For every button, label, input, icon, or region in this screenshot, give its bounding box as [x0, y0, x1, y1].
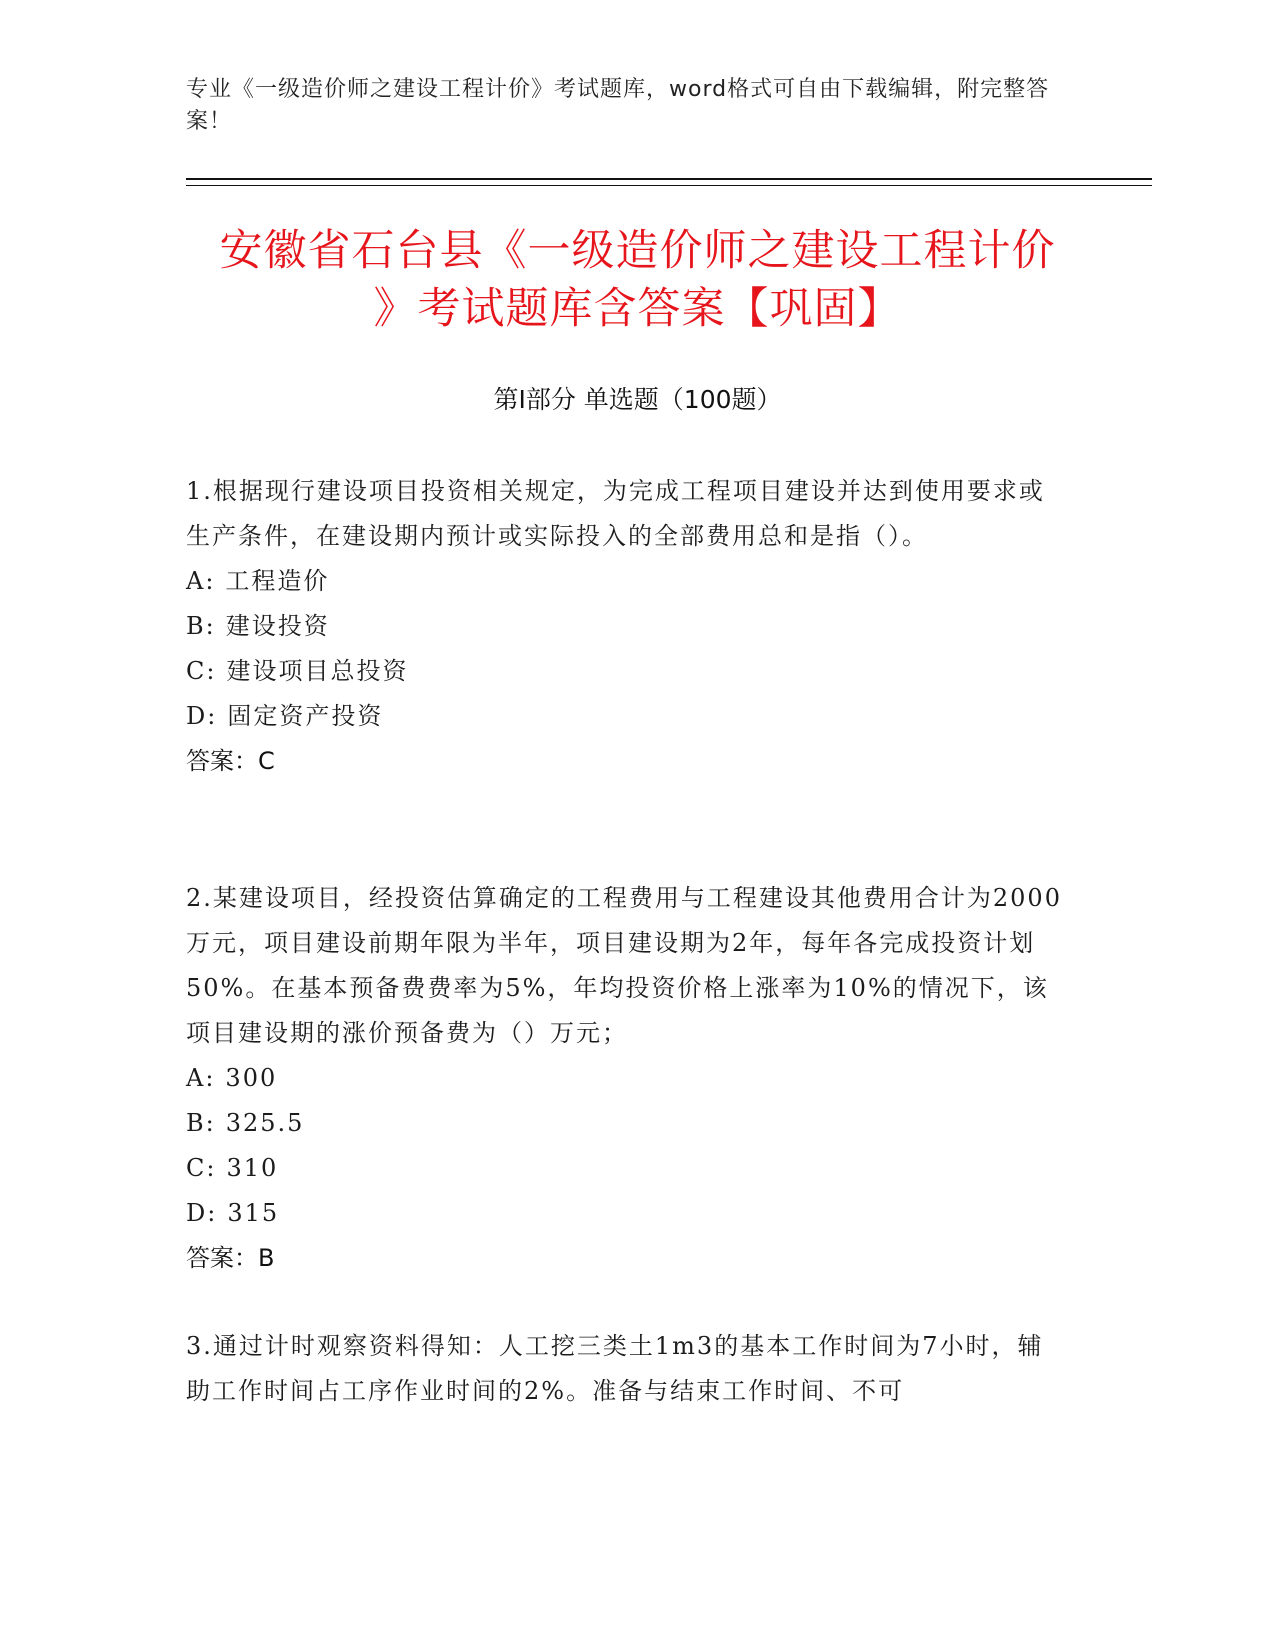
option-d	[186, 1191, 1066, 1236]
document-title-line-1: 安徽省石台县《一级造价师之建设工程计价	[219, 226, 1056, 276]
header-rule-thin	[186, 185, 1152, 186]
answer: 答案：C	[186, 747, 275, 775]
question-1	[186, 469, 1066, 784]
header-note: 专业《一级造价师之建设工程计价》考试题库，word格式可自由下载编辑，附完整答案！	[186, 77, 1050, 134]
option-d	[186, 694, 1066, 739]
option-text: 建设项目总投资	[226, 657, 409, 685]
option-letter: A:	[186, 1064, 216, 1092]
option-a	[186, 1056, 1066, 1101]
option-b	[186, 604, 1066, 649]
option-letter: B:	[186, 1109, 216, 1137]
option-letter: C:	[186, 657, 217, 685]
option-c	[186, 649, 1066, 694]
header-rule-thick	[186, 178, 1152, 180]
document-title-line-2: 》考试题库含答案【巩固】	[373, 284, 902, 334]
option-c	[186, 1146, 1066, 1191]
option-b	[186, 1101, 1066, 1146]
option-text: 315	[227, 1199, 280, 1227]
option-letter: B:	[186, 612, 216, 640]
document-title	[150, 222, 1125, 338]
option-letter: D:	[186, 702, 218, 730]
option-letter: C:	[186, 1154, 217, 1182]
question-stem: 1.根据现行建设项目投资相关规定，为完成工程项目建设并达到使用要求或生产条件，在建设期内预计或实际投入的全部费用总和是指（）。	[186, 477, 1045, 550]
option-text: 325.5	[225, 1109, 305, 1137]
answer: 答案：B	[186, 1244, 275, 1272]
option-letter: D:	[186, 1199, 218, 1227]
question-2	[186, 876, 1066, 1281]
option-text: 工程造价	[225, 567, 330, 595]
option-text: 固定资产投资	[227, 702, 384, 730]
question-stem: 3.通过计时观察资料得知：人工挖三类土1m3的基本工作时间为7小时，辅助工作时间占工序作业时间的2%。准备与结束工作时间、不可	[186, 1332, 1044, 1405]
option-text: 建设投资	[225, 612, 330, 640]
section-heading: 第Ⅰ部分 单选题（100题）	[493, 385, 782, 414]
question-3	[186, 1324, 1066, 1414]
option-a	[186, 559, 1066, 604]
question-stem: 2.某建设项目，经投资估算确定的工程费用与工程建设其他费用合计为2000万元，项目建设前期年限为半年，项目建设期为2年，每年各完成投资计划50%。在基本预备费费率为5%，年均投资价格上涨率为10%的情况下，该项目建设期的涨价预备费为（）万元；	[186, 884, 1062, 1047]
option-text: 300	[225, 1064, 278, 1092]
option-letter: A:	[186, 567, 216, 595]
option-text: 310	[226, 1154, 279, 1182]
